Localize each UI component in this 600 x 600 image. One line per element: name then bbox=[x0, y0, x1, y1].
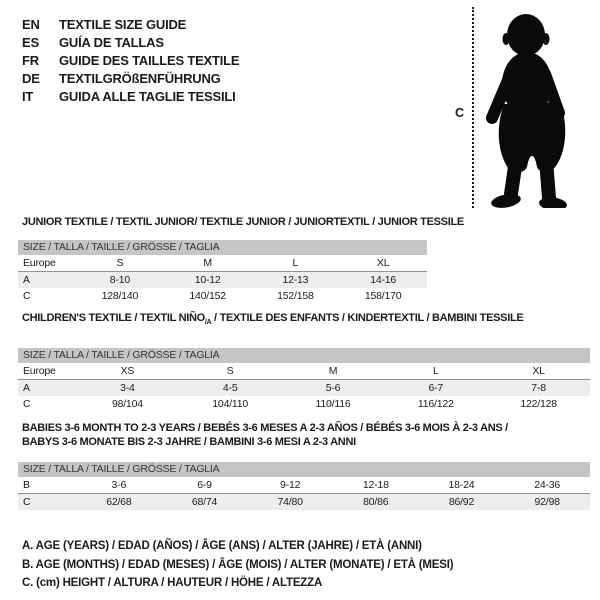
title-text: CHILDREN'S TEXTILE / TEXTIL NIÑO bbox=[22, 312, 205, 324]
junior-size-table bbox=[18, 240, 427, 304]
cell: 104/110 bbox=[212, 398, 249, 410]
columns-header-row bbox=[18, 363, 590, 380]
region-label: Europe bbox=[18, 255, 76, 272]
footnote-a: A. AGE (YEARS) / EDAD (AÑOS) / ÂGE (ANS) / ALTER (JAHRE) / ETÀ (ANNI) bbox=[22, 540, 422, 552]
table-row-c bbox=[18, 396, 590, 412]
cell: 98/104 bbox=[111, 398, 143, 410]
cell: 158/170 bbox=[364, 290, 402, 302]
cell: 6-7 bbox=[384, 380, 487, 397]
size-col: XS bbox=[76, 363, 179, 380]
cell: 80/86 bbox=[333, 494, 419, 511]
row-label: C bbox=[23, 290, 31, 302]
table-row-b bbox=[18, 477, 590, 494]
footnote-b: B. AGE (MONTHS) / EDAD (MESES) / ÂGE (MOIS) / ALTER (MONATE) / ETÀ (MESI) bbox=[22, 558, 454, 571]
cell: 68/74 bbox=[162, 494, 248, 511]
row-label: B bbox=[18, 477, 76, 494]
lang-title: GUÍA DE TALLAS bbox=[59, 34, 164, 50]
table-row-a bbox=[18, 380, 590, 397]
size-band-row bbox=[18, 240, 427, 255]
cell: 10-12 bbox=[164, 272, 252, 289]
lang-code: EN bbox=[22, 16, 40, 32]
cell: 6-9 bbox=[162, 477, 248, 494]
size-band-row bbox=[18, 462, 590, 477]
children-size-table bbox=[18, 348, 590, 412]
cell: 62/68 bbox=[76, 494, 162, 511]
cell: 3-4 bbox=[76, 380, 179, 397]
lang-code: ES bbox=[22, 34, 39, 50]
height-label-c: C bbox=[455, 106, 464, 120]
lang-code: FR bbox=[22, 52, 39, 68]
lang-title: TEXTILE SIZE GUIDE bbox=[59, 16, 187, 32]
size-col: S bbox=[76, 255, 164, 272]
babies-section-title bbox=[22, 422, 508, 450]
cell: 8-10 bbox=[76, 272, 164, 289]
size-band-label: SIZE / TALLA / TAILLE / GRÖSSE / TAGLIA bbox=[18, 462, 590, 477]
size-col: M bbox=[282, 363, 385, 380]
footnote-c: C. (cm) HEIGHT / ALTURA / HAUTEUR / HÖHE / ALTEZZA bbox=[22, 577, 323, 590]
table-row-a bbox=[18, 272, 427, 289]
language-header bbox=[22, 15, 239, 106]
cell: 74/80 bbox=[247, 494, 333, 511]
cell: 12-13 bbox=[252, 272, 340, 289]
size-col: L bbox=[252, 255, 340, 272]
row-label: C bbox=[18, 494, 76, 511]
cell: 140/152 bbox=[189, 290, 226, 302]
lang-row-en bbox=[22, 15, 239, 33]
legend-footnotes bbox=[22, 537, 453, 593]
lang-row-de bbox=[22, 70, 239, 88]
cell: 5-6 bbox=[282, 380, 385, 397]
babies-size-table bbox=[18, 462, 590, 510]
size-band-label: SIZE / TALLA / TAILLE / GRÖSSE / TAGLIA bbox=[18, 240, 427, 255]
baby-silhouette bbox=[483, 8, 573, 208]
lang-title: GUIDA ALLE TAGLIE TESSILI bbox=[59, 89, 236, 105]
cell: 92/98 bbox=[504, 494, 590, 511]
row-label: A bbox=[18, 272, 76, 289]
cell: 86/92 bbox=[419, 494, 505, 511]
cell: 116/122 bbox=[417, 398, 454, 410]
size-col: S bbox=[179, 363, 282, 380]
lang-title: TEXTILGRÖßENFÜHRUNG bbox=[59, 71, 221, 87]
cell: 12-18 bbox=[333, 477, 419, 494]
title-line-2: BABYS 3-6 MONATE BIS 2-3 JAHRE / BAMBINI 3-6 MESI A 2-3 ANNI bbox=[22, 435, 356, 448]
row-label: A bbox=[18, 380, 76, 397]
region-label: Europe bbox=[18, 363, 76, 380]
cell: 9-12 bbox=[247, 477, 333, 494]
table-row-c bbox=[18, 288, 427, 304]
row-label: C bbox=[23, 398, 31, 410]
title-subscript: /A bbox=[204, 319, 212, 327]
cell: 3-6 bbox=[76, 477, 162, 494]
lang-row-it bbox=[22, 88, 239, 106]
children-section-title bbox=[22, 312, 523, 326]
junior-section-title: JUNIOR TEXTILE / TEXTIL JUNIOR/ TEXTILE JUNIOR / JUNIORTEXTIL / JUNIOR TESSILE bbox=[22, 216, 464, 228]
size-band-label: SIZE / TALLA / TAILLE / GRÖSSE / TAGLIA bbox=[18, 348, 590, 363]
columns-header-row bbox=[18, 255, 427, 272]
cell: 7-8 bbox=[487, 380, 590, 397]
lang-code: IT bbox=[22, 89, 34, 105]
size-band-row bbox=[18, 348, 590, 363]
size-col: M bbox=[164, 255, 252, 272]
cell: 110/116 bbox=[315, 398, 351, 410]
title-text: / TEXTILE DES ENFANTS / KINDERTEXTIL / BAMBINI TESSILE bbox=[211, 312, 524, 324]
cell: 14-16 bbox=[339, 272, 427, 289]
cell: 128/140 bbox=[101, 290, 139, 302]
lang-row-es bbox=[22, 33, 239, 51]
height-dotted-line bbox=[472, 7, 474, 208]
size-col: XL bbox=[339, 255, 427, 272]
cell: 24-36 bbox=[504, 477, 590, 494]
lang-code: DE bbox=[22, 71, 40, 87]
size-col: L bbox=[384, 363, 487, 380]
cell: 4-5 bbox=[179, 380, 282, 397]
cell: 152/158 bbox=[277, 290, 314, 302]
cell: 18-24 bbox=[419, 477, 505, 494]
table-row-c bbox=[18, 494, 590, 511]
lang-row-fr bbox=[22, 51, 239, 69]
lang-title: GUIDE DES TAILLES TEXTILE bbox=[59, 52, 240, 68]
size-col: XL bbox=[487, 363, 590, 380]
cell: 122/128 bbox=[520, 398, 557, 410]
title-line-1: BABIES 3-6 MONTH TO 2-3 YEARS / BEBÉS 3-6 MESES A 2-3 AÑOS / BÉBÉS 3-6 MOIS À 2-3 ANS / bbox=[22, 422, 508, 434]
